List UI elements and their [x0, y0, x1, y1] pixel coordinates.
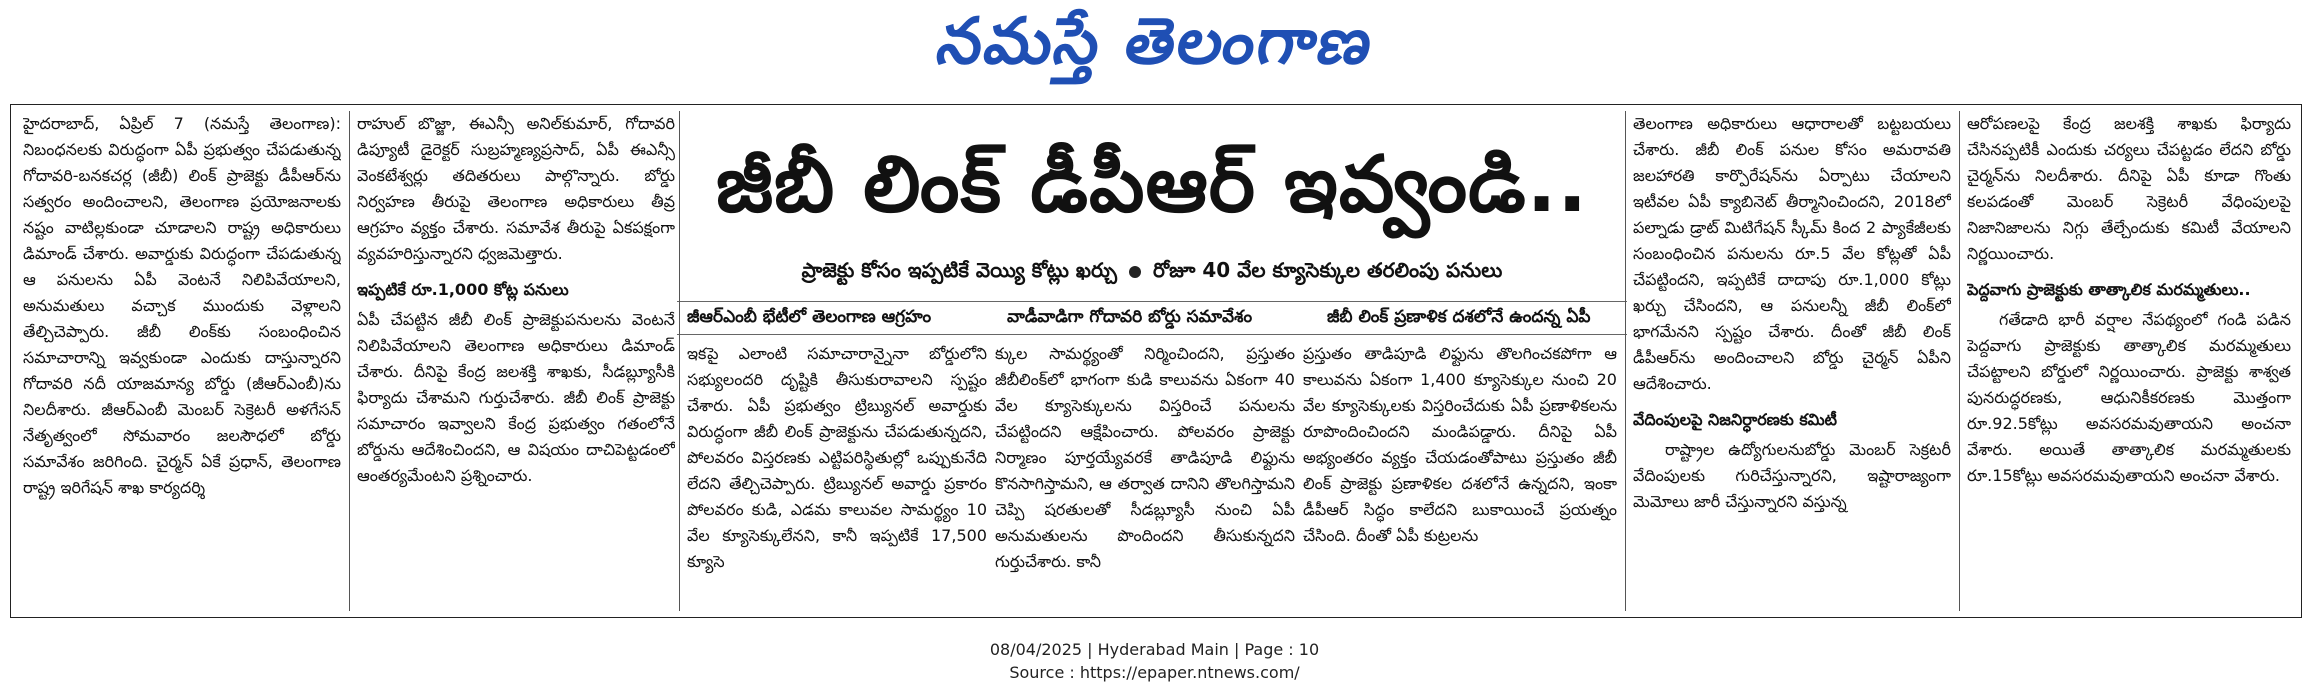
column-divider	[679, 111, 680, 611]
column-7	[1967, 111, 2291, 611]
strip-item-2: వాడీవాడిగా గోదావరి బోర్డు సమావేశం	[1007, 307, 1253, 327]
footer-edition: 08/04/2025 | Hyderabad Main | Page : 10	[989, 640, 1320, 659]
column-2-subheading: ఇప్పటికే రూ.1,000 కోట్ల పనులు	[357, 280, 569, 299]
column-6-subheading: వేదింపులపై నిజనిర్ధారణకు కమిటీ	[1633, 410, 1837, 429]
column-divider	[1625, 111, 1626, 611]
column-divider	[1959, 111, 1960, 611]
headline: జీబీ లింక్ డీపీఆర్ ఇవ్వండి..	[716, 140, 1588, 230]
column-1-text: హైదరాబాద్, ఏప్రిల్ 7 (నమస్తే తెలంగాణ): నిబంధనలకు విరుద్ధంగా ఏపీ ప్రభుత్వం చేపడుతున్న గోదావరి-బనకచర్ల (జీబీ) లింక్ ప్రాజెక్టు డీపీఆర్‌ను సత్వరం అందించాలని, తెలంగాణ ప్రయోజనాలకు నష్టం వాటిల్లకుండా చూడాలని రాష్ట్ర అధికారులు డిమాండ్ చేశారు. అవార్డుకు విరుద్ధంగా చేపడుతున్న ఆ పనులను ఏపీ వెంటనే నిలిపివేయాలని, అనుమతులు వచ్చాక ముందుకు వెళ్లాలని తేల్చిచెప్పారు. జీబీ లింక్‌కు సంబంధించిన సమాచారాన్ని ఇవ్వకుండా ఎందుకు దాస్తున్నారని గోదావరి నదీ యాజమాన్య బోర్డు (జీఆర్ఎంబీ)ను నిలదీశారు. జీఆర్ఎంబీ మెంబర్ సెక్రెటరీ అళగేసన్ నేతృత్వంలో సోమవారం జలసౌధలో బోర్డు సమావేశం జరిగింది. చైర్మన్ ఏకే ప్రధాన్, తెలంగాణ రాష్ట్ర ఇరిగేషన్ శాఖ కార్యదర్శి	[23, 114, 341, 497]
column-4	[995, 341, 1295, 611]
column-3	[687, 341, 987, 611]
column-2	[357, 111, 675, 611]
masthead	[0, 0, 2309, 95]
column-6-text-a: తెలంగాణ అధికారులు ఆధారాలతో బట్టబయలు చేశారు. జీబీ లింక్ పనుల కోసం అమరావతి జలహారతి కార్పొరేషన్‌ను ఏర్పాటు చేయాలని ఇటీవల ఏపీ క్యాబినెట్ తీర్మానించిందని, 2018లో పల్నాడు డ్రాట్ మిటిగేషన్ స్కీమ్ కింద 2 ప్యాకేజీలకు సంబంధించిన పనులను రూ.5 వేల కోట్లతో ఏపీ చేపట్టిందని, ఇప్పటికే దాదాపు రూ.1,000 కోట్లు ఖర్చు చేసిందని, ఆ పనులన్నీ జీబీ లింక్‌లో భాగమేనని స్పష్టం చేశారు. దీంతో జీబీ లింక్ డీపీఆర్‌ను అందించాలని బోర్డు చైర్మన్ ఏపీని ఆదేశించారు.	[1633, 114, 1951, 393]
column-5	[1303, 341, 1617, 611]
column-3-text: ఇకపై ఎలాంటి సమాచారాన్నైనా బోర్డులోని సభ్యులందరి దృష్టికి తీసుకురావాలని స్పష్టం చేశారు. ఏపీ ప్రభుత్వం ట్రిబ్యునల్ అవార్డుకు విరుద్ధంగా జీబీ లింక్ ప్రాజెక్టును చేపడుతున్నదని, పోలవరం విస్తరణకు ఎట్టిపరిస్థితుల్లో ఒప్పుకునేది లేదని తేల్చిచెప్పారు. ట్రిబ్యునల్ అవార్డు ప్రకారం పోలవరం కుడి, ఎడమ కాలువల సామర్థ్యం 10 వేల క్యూసెక్కులేనని, కానీ ఇప్పటికే 17,500 క్యూసె	[687, 344, 987, 571]
column-2-text-a: రాహుల్ బొజ్జా, ఈఎన్సీ అనిల్‌కుమార్, గోదావరి డిప్యూటీ డైరెక్టర్ సుబ్రహ్మణ్యప్రసాద్, ఏపీ ఈఎన్సీ వెంకటేశ్వర్లు తదితరులు పాల్గొన్నారు. బోర్డు నిర్వహణ తీరుపై తెలంగాణ అధికారులు తీవ్ర ఆగ్రహం వ్యక్తం చేశారు. సమావేశ తీరుపై ఏకపక్షంగా వ్యవహరిస్తున్నారని ధ్వజమెత్తారు.	[357, 114, 675, 263]
subhead-strip	[677, 301, 1627, 335]
footer-source: Source : https://epaper.ntnews.com/	[1009, 663, 1300, 682]
column-7-text-a: ఆరోపణలపై కేంద్ర జలశక్తి శాఖకు ఫిర్యాదు చేసినప్పటికీ ఎందుకు చర్యలు చేపట్టడం లేదని బోర్డు చైర్మన్‌ను నిలదీశారు. దీనిపై ఏపీ కూడా గొంతు కలపడంతో మెంబర్ సెక్రెటరీ వేధింపులపై నిజానిజాలను నిగ్గు తేల్చేందుకు కమిటీ వేయాలని నిర్ణయించారు.	[1967, 114, 2291, 263]
column-4-text: క్కుల సామర్థ్యంతో నిర్మించిందని, ప్రస్తుతం జీబీలింక్‌లో భాగంగా కుడి కాలువను ఏకంగా 40 వేల క్యూసెక్కులను విస్తరించే పనులను చేపట్టిందని ఆక్షేపించారు. పోలవరం ప్రాజెక్టు నిర్మాణం పూర్తయ్యేవరకే తాడిపూడి లిఫ్టును కొనసాగిస్తామని, ఆ తర్వాత దానిని తొలగిస్తామని చెప్పి షరతులతో సీడబ్ల్యూసీ నుంచి ఏపీ అనుమతులను పొందిందని తీసుకున్నదని గుర్తుచేశారు. కానీ	[995, 344, 1295, 571]
strip-item-1: జీఆర్ఎంబీ భేటీలో తెలంగాణ ఆగ్రహం	[687, 307, 932, 327]
column-5-text: ప్రస్తుతం తాడిపూడి లిఫ్టును తొలగించకపోగా ఆ కాలువను ఏకంగా 1,400 క్యూసెక్కుల నుంచి 20 వేల క్యూసెక్కులకు విస్తరించేదుకు ఏపీ ప్రణాళికలను రూపొందించిందని మండిపడ్డారు. దీనిపై ఏపీ అభ్యంతరం వ్యక్తం చేయడంతోపాటు ప్రస్తుతం జీబీ లింక్ ప్రాజెక్టు ప్రణాళికల దశలోనే ఉన్నదని, ఇంకా డీపీఆర్ సిద్ధం కాలేదని బుకాయించే ప్రయత్నం చేసింది. దీంతో ఏపీ కుట్రలను	[1303, 344, 1617, 545]
masthead-logo: నమస్తే తెలంగాణ	[931, 4, 1381, 79]
column-6	[1633, 111, 1951, 611]
column-7-subheading: పెద్దవాగు ప్రాజెక్టుకు తాత్కాలిక మరమ్మతులు..	[1967, 280, 2251, 299]
column-2-text-b: ఏపీ చేపట్టిన జీబీ లింక్ ప్రాజెక్టుపనులను వెంటనే నిలిపివేయాలని తెలంగాణ అధికారులు డిమాండ్ చేశారు. దీనిపై కేంద్ర జలశక్తి శాఖకు, సీడబ్ల్యూసీకి ఫిర్యాదు చేశామని గుర్తుచేశారు. జీబీ లింక్ ప్రాజెక్టు సమాచారం ఇవ్వాలని కేంద్ర ప్రభుత్వం గతంలోనే బోర్డును ఆదేశించిందని, ఆ విషయం దాచిపెట్టడంలో ఆంతర్యమేంటని ప్రశ్నించారు.	[357, 310, 675, 485]
deck	[687, 255, 1617, 285]
article-clipping	[10, 104, 2302, 618]
deck-line-1: ప్రాజెక్టు కోసం ఇప్పటికే వెయ్యి కోట్లు ఖర్చు	[801, 258, 1118, 282]
bullet-icon	[1129, 266, 1141, 278]
deck-line-2: రోజూ 40 వేల క్యూసెక్కుల తరలింపు పనులు	[1153, 258, 1503, 282]
strip-item-3: జీబీ లింక్ ప్రణాళిక దశలోనే ఉందన్న ఏపీ	[1327, 307, 1591, 327]
column-6-text-b: రాష్ట్రాల ఉద్యోగులనుబోర్డు మెంబర్ సెక్రటరీ వేదింపులకు గురిచేస్తున్నారని, ఇష్టారాజ్యంగా మెమోలు జారీ చేస్తున్నారని వస్తున్న	[1633, 440, 1951, 511]
column-divider	[349, 111, 350, 611]
column-1	[23, 111, 341, 611]
column-7-text-b: గతేడాది భారీ వర్షాల నేపథ్యంలో గండి పడిన పెద్దవాగు ప్రాజెక్టుకు తాత్కాలిక మరమ్మతులు చేపట్టాలని బోర్డులో నిర్ణయించారు. ప్రాజెక్టు శాశ్వత పునరుద్ధరణకు, ఆధునికీకరణకు మొత్తంగా రూ.92.5కోట్లు అవసరమవుతాయని అంచనా వేశారు. అయితే తాత్కాలిక మరమ్మతులకు రూ.15కోట్లు అవసరమవుతాయని అంచనా వేశారు.	[1967, 310, 2291, 485]
